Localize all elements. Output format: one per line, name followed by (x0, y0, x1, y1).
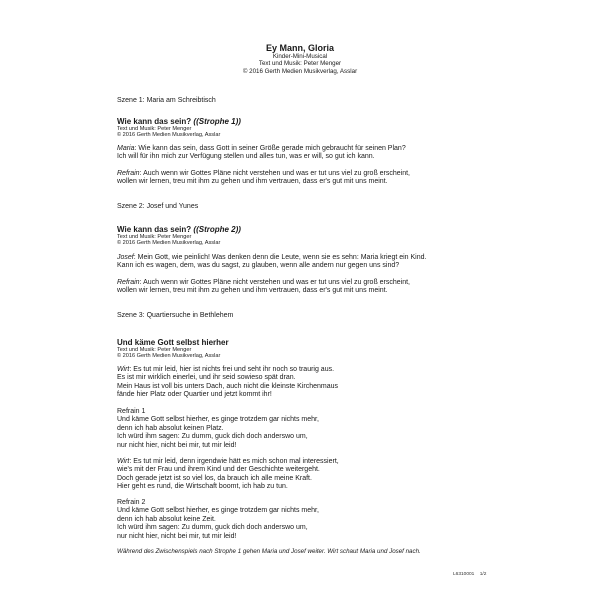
lyrics-block: Maria: Wie kann das sein, dass Gott in seiner Größe gerade mich gebraucht für seinen Plan? Ich will für ihn mich zur Verfügung stellen und alles tun, was er will, so gut ich kann. (117, 145, 406, 161)
song-title (117, 338, 229, 347)
song-copyright: © 2016 Gerth Medien Musikverlag, Asslar (117, 240, 221, 246)
lyrics-block: Josef: Mein Gott, wie peinlich! Was denken denn die Leute, wenn sie es sehn: Maria kriegt ein Kind. Kann ich es wagen, dem, was du sagst, zu glauben, wenn alle andern nur gegen uns sind? (117, 254, 427, 270)
lyric-line: Hier geht es rund, die Wirtschaft boomt, ich hab zu tun. (117, 483, 288, 491)
lyric-line: Kann ich es wagen, dem, was du sagst, zu glauben, wenn alle andern nur gegen uns sind? (117, 262, 400, 270)
song-credit: Text und Musik: Peter Menger (117, 126, 192, 132)
document-header (0, 43, 600, 75)
refrain-block (117, 408, 319, 450)
speaker-label: Refrain (117, 170, 140, 177)
song-credit: Text und Musik: Peter Menger (117, 347, 192, 353)
stage-direction: Während des Zwischenspiels nach Strophe 1 gehen Maria und Josef weiter. Wirt schaut Maria und Josef nach. (117, 548, 421, 555)
song-title-text: Wie kann das sein? (117, 117, 192, 126)
song-title-text: Wie kann das sein? (117, 225, 192, 234)
lyric-line: Ich würd ihm sagen: Zu dumm, guck dich doch anderswo um, (117, 433, 308, 441)
refrain-block (117, 499, 319, 541)
document-title: Ey Mann, Gloria (265, 43, 334, 53)
song-title-text: Und käme Gott selbst hierher (117, 338, 229, 347)
song-title (117, 225, 241, 234)
speaker-label: Josef (117, 254, 134, 261)
lyric-line: Mein Haus ist voll bis unters Dach, auch nicht die kleinste Kirchenmaus (117, 382, 338, 390)
song-copyright: © 2016 Gerth Medien Musikverlag, Asslar (117, 132, 221, 138)
song-strophe: ((Strophe 2)) (193, 225, 241, 234)
song-copyright: © 2016 Gerth Medien Musikverlag, Asslar (117, 353, 221, 359)
lyric-line: denn ich hab absolut keine Zeit. (117, 515, 216, 523)
speaker-label: Wirt (117, 458, 130, 465)
speaker-label: Maria (117, 145, 135, 152)
lyric-line: Doch gerade jetzt ist so viel los, da brauch ich alle meine Kraft. (117, 474, 312, 482)
lyrics-block: Refrain: Auch wenn wir Gottes Pläne nicht verstehen und was er tut uns viel zu groß erscheint, wollen wir lernen, treu mit ihm zu gehen und ihm vertrauen, dass er's gut mit uns meint. (117, 279, 411, 295)
lyric-line: nur nicht hier, nicht bei mir, tut mir leid! (117, 532, 237, 540)
speaker-label: Refrain (117, 279, 140, 286)
song-title (117, 117, 241, 126)
lyrics-block: Wirt: Es tut mir leid, hier ist nichts frei und seht ihr noch so traurig aus. Es ist mir wirklich einerlei, und ihr seid sowieso spät dran. Mein Haus ist voll bis unters Dach, auch nicht die kleinste Kirchenmaus fände hier Platz oder Quartier und jetzt kommt ihr! (117, 366, 338, 399)
refrain-label: Refrain 1 (117, 408, 146, 415)
lyric-line: nur nicht hier, nicht bei mir, tut mir leid! (117, 441, 237, 449)
lyric-line: Und käme Gott selbst hierher, es ginge trotzdem gar nichts mehr, (117, 507, 319, 515)
lyric-line: Mein Gott, wie peinlich! Was denken denn die Leute, wenn sie es sehn: Maria kriegt ein Kind. (137, 254, 427, 261)
lyric-line: Auch wenn wir Gottes Pläne nicht verstehen und was er tut uns viel zu groß erscheint, (143, 170, 411, 177)
refrain-label: Refrain 2 (117, 499, 146, 506)
lyric-line: Es tut mir leid, hier ist nichts frei und seht ihr noch so traurig aus. (133, 366, 335, 373)
document-subtitle: Kinder-Mini-Musical (272, 53, 328, 60)
lyric-line: denn ich hab absolut keinen Platz. (117, 424, 224, 432)
scene-heading: Szene 3: Quartiersuche in Bethlehem (117, 312, 234, 319)
lyric-line: wollen wir lernen, treu mit ihm zu gehen und ihm vertrauen, dass er's gut mit uns meint. (117, 178, 388, 186)
speaker-label: Wirt (117, 366, 130, 373)
lyric-line: fände hier Platz oder Quartier und jetzt kommt ihr! (117, 391, 272, 399)
lyric-line: Ich will für ihn mich zur Verfügung stellen und alles tun, was er will, so gut ich kann. (117, 153, 375, 161)
document-copyright: © 2016 Gerth Medien Musikverlag, Asslar (242, 67, 358, 75)
song-strophe: ((Strophe 1)) (193, 117, 241, 126)
lyric-line: Wie kann das sein, dass Gott in seiner Größe gerade mich gebraucht für seinen Plan? (138, 145, 406, 152)
lyrics-block: Refrain: Auch wenn wir Gottes Pläne nicht verstehen und was er tut uns viel zu groß erscheint, wollen wir lernen, treu mit ihm zu gehen und ihm vertrauen, dass er's gut mit uns meint. (117, 170, 411, 186)
document-credit: Text und Musik: Peter Menger (258, 60, 342, 68)
lyric-line: Es ist mir wirklich einerlei, und ihr seid sowieso spät dran. (117, 374, 296, 382)
lyric-line: wollen wir lernen, treu mit ihm zu gehen und ihm vertrauen, dass er's gut mit uns meint. (117, 287, 388, 295)
lyric-line: Es tut mir leid, denn irgendwie hätt es mich schon mal interessiert, (133, 458, 339, 465)
scene-heading: Szene 1: Maria am Schreibtisch (117, 97, 216, 104)
lyric-line: Ich würd ihm sagen: Zu dumm, guck dich doch anderswo um, (117, 524, 308, 532)
lyrics-block: Wirt: Es tut mir leid, denn irgendwie hätt es mich schon mal interessiert, wie's mit der Frau und ihrem Kind und der Geschichte weitergeht. Doch gerade jetzt ist so viel los, da brauch ich alle meine Kraft. Hier geht es rund, die Wirtschaft boomt, ich hab zu tun. (117, 458, 339, 491)
lyric-line: Auch wenn wir Gottes Pläne nicht verstehen und was er tut uns viel zu groß erscheint, (143, 279, 411, 286)
lyric-line: Und käme Gott selbst hierher, es ginge trotzdem gar nichts mehr, (117, 416, 319, 424)
scene-heading: Szene 2: Josef und Yunes (117, 203, 199, 210)
page-footer (453, 572, 486, 577)
lyric-line: wie's mit der Frau und ihrem Kind und der Geschichte weitergeht. (117, 466, 320, 474)
document-code: L6310001 (453, 572, 475, 577)
page-number: 1/2 (479, 572, 487, 577)
song-credit: Text und Musik: Peter Menger (117, 234, 192, 240)
